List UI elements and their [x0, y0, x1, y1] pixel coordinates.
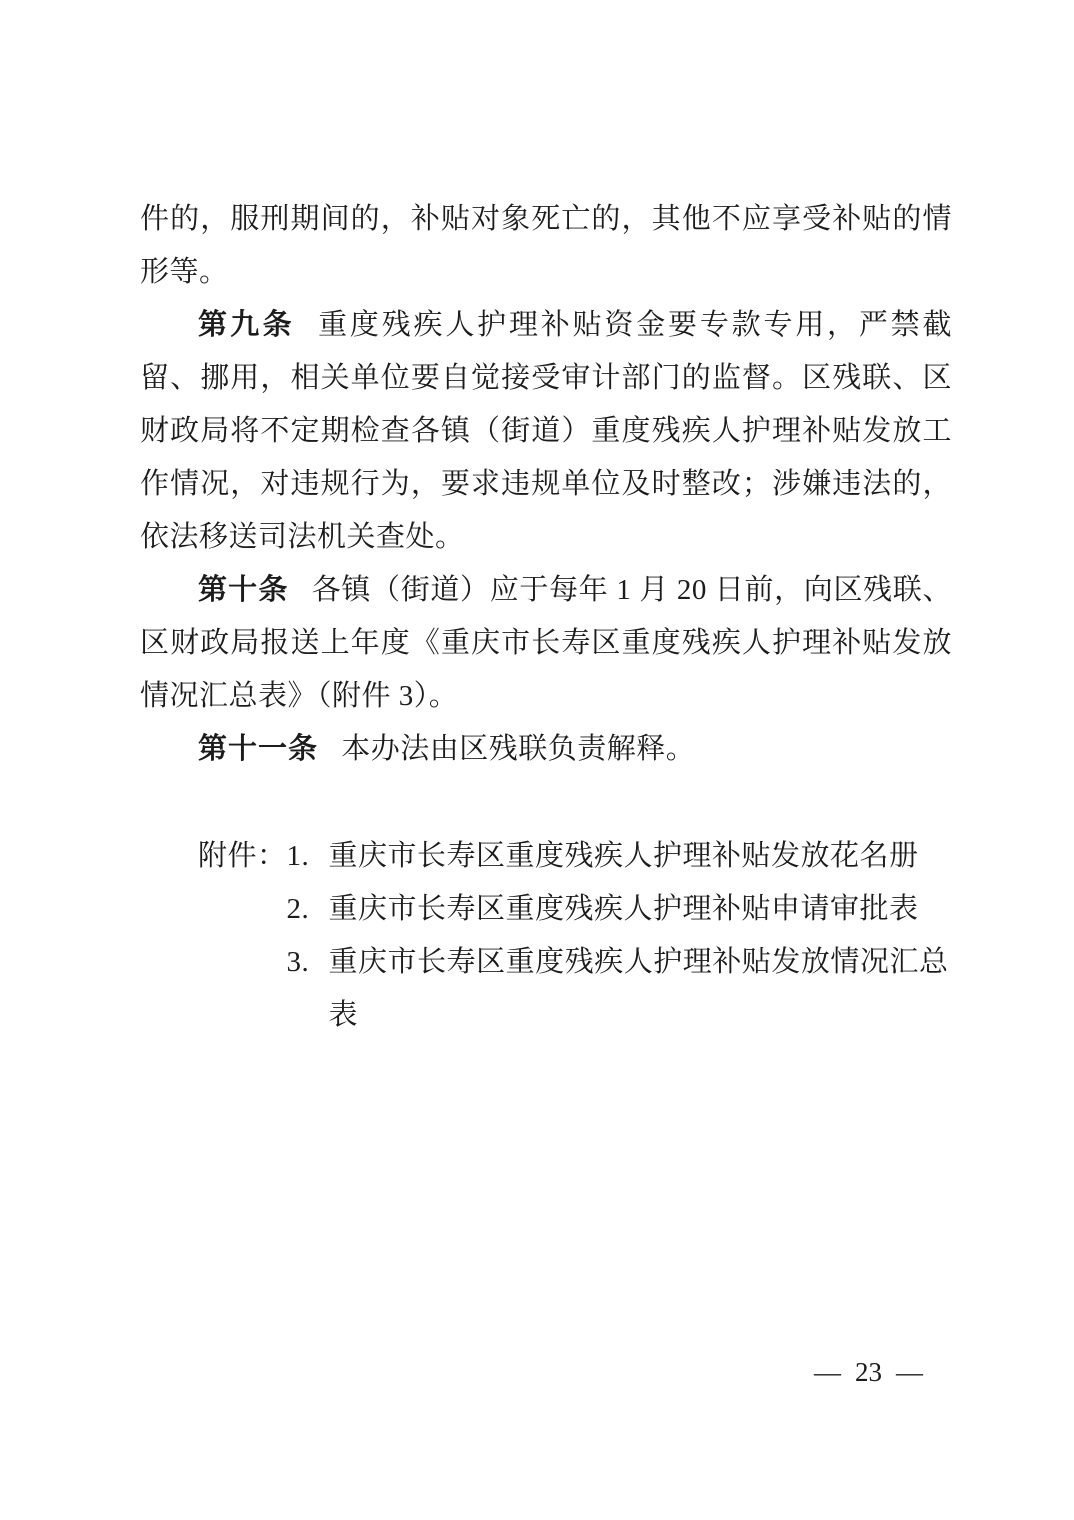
- attachment-2-number: 2.: [286, 893, 310, 925]
- attachment-item-2: [287, 883, 952, 936]
- article-10-text: 各镇（街道）应于每年 1 月 20 日前，向区残联、区财政局报送上年度《重庆市长寿区重度残疾人护理补贴发放情况汇总表》（附件 3）。: [140, 574, 952, 712]
- paragraph-continuation: 件的，服刑期间的，补贴对象死亡的，其他不应享受补贴的情形等。: [140, 203, 952, 288]
- attachment-item-3: [287, 936, 952, 1042]
- attachments-label: 附件：: [198, 840, 287, 872]
- article-11-text: 本办法由区残联负责解释。: [341, 733, 696, 765]
- attachments-list: [287, 830, 952, 1042]
- paragraph-article-9: [140, 299, 952, 564]
- attachment-3-title: 重庆市长寿区重度残疾人护理补贴发放情况汇总表: [328, 946, 949, 1031]
- article-9-heading: 第九条: [198, 309, 295, 341]
- attachment-1-number: 1.: [286, 840, 310, 872]
- article-11-heading: 第十一条: [198, 733, 319, 765]
- footer-right-dash: —: [896, 1357, 923, 1387]
- paragraph-article-10: [140, 564, 952, 723]
- document-body: [140, 193, 952, 1042]
- attachment-item-1: [287, 830, 952, 883]
- attachment-3-number: 3.: [286, 946, 310, 978]
- footer-left-dash: —: [814, 1357, 841, 1387]
- article-10-heading: 第十条: [198, 574, 289, 606]
- attachment-1-title: 重庆市长寿区重度残疾人护理补贴发放花名册: [328, 840, 919, 872]
- paragraph-article-11: [140, 723, 952, 776]
- article-9-text: 重度残疾人护理补贴资金要专款专用，严禁截留、挪用，相关单位要自觉接受审计部门的监督。区残联、区财政局将不定期检查各镇（街道）重度残疾人护理补贴发放工作情况，对违规行为，要求违规单位及时整改；涉嫌违法的，依法移送司法机关查处。: [140, 309, 952, 553]
- attachments-block: [140, 830, 952, 1042]
- attachment-2-title: 重庆市长寿区重度残疾人护理补贴申请审批表: [328, 893, 919, 925]
- page-number-footer: [800, 1346, 937, 1399]
- page-number: 23: [855, 1357, 882, 1387]
